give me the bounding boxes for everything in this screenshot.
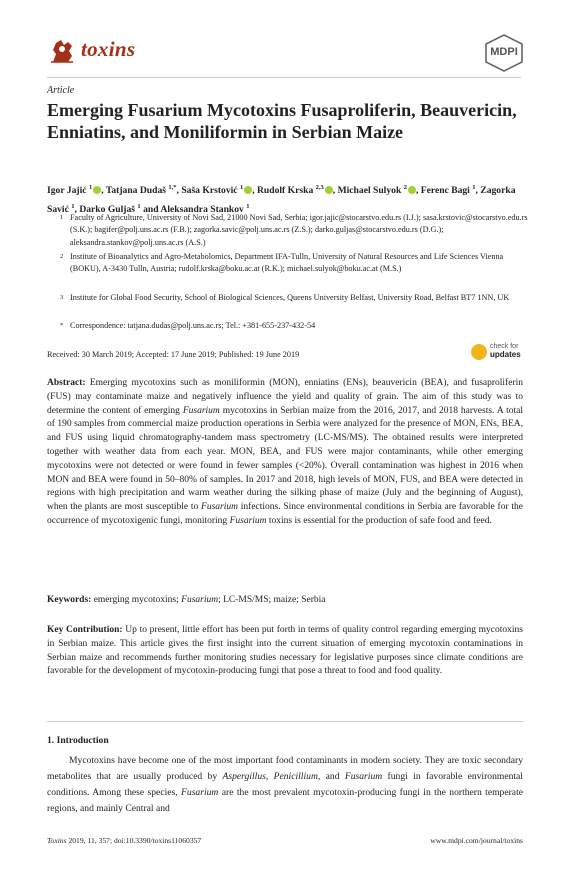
author-list: Igor Jajić $^1$ , Tatjana Dudaš $^{1,*}$, Saša Krstović $^1$ , Rudolf Krska $^{2,3}$ , Michael Sulyok $^2$ , Ferenc Bagi $^1$, Zagorka Savić $^1$, Darko Guljaš $^1$ and Aleksandra Stankov $^1$ — [47, 184, 516, 216]
affiliation-text: Institute of Bioanalytics and Agro-Metabolomics, Department IFA-Tulln, University of Natural Resources and Life Sciences Vienna (BOKU), A-3430 Tulln, Austria; rudolf.krska@boku.ac.at (R.K.); michael.sulyok@boku.ac.at (M.S.) — [70, 252, 504, 274]
toxins-logo-icon — [47, 34, 77, 66]
abstract: Abstract: Emerging mycotoxins such as moniliformin (MON), enniatins (ENs), beauvericin (BEA), and fusaproliferin (FUS) may contaminate maize and negatively influence the yield and quality of grain. The aim of this study was to determine the content of emerging Fusarium mycotoxins in Serbian maize from the 2016, 2017, and 2018 harvests. A total of 190 samples from commercial maize production operations in Serbia were analyzed for the presence of MON, ENs, BEA, and FUS using liquid chromatography-tandem mass spectrometry (LC-MS/MS). The obtained results were interpreted together with weather data from each year. MON, BEA, and FUS were major contaminants, while other emerging mycotoxins were not detected or were found in fewer samples (<20%). Overall contamination was highest in 2016 when MON and BEA were found in 50–80% of samples. In 2017 and 2018, high levels of MON, FUS, and BEA were detected in regions with high precipitation and warm weather during the silking phase of maize (July and the beginning of August), when the plants are most susceptible to Fusarium infections. Since environmental conditions in Serbia are favorable for the occurrence of mycotoxigenic fungi, monitoring Fusarium toxins is essential for the production of safe food and feed. — [47, 378, 523, 526]
author-affiliation-marker: 1 — [137, 203, 141, 211]
author-affiliation-marker: 1 — [71, 203, 75, 211]
affiliation-number: 1 — [60, 214, 64, 221]
author-affiliation-marker: 1 — [246, 203, 250, 211]
orcid-icon[interactable] — [244, 186, 252, 194]
author-name: Tatjana Dudaš — [105, 185, 166, 197]
author-affiliation-marker: 1 — [88, 184, 93, 191]
author-name: Igor Jajić — [47, 185, 87, 197]
mdpi-logo — [484, 34, 524, 72]
abstract-label: Abstract: — [47, 378, 86, 388]
author-name: Darko Guljaš — [79, 204, 136, 216]
citation-footer — [47, 836, 201, 845]
orcid-icon[interactable] — [325, 186, 333, 194]
orcid-icon[interactable] — [408, 186, 416, 194]
paper-title: Emerging Fusarium Mycotoxins Fusaproliferin, Beauvericin, Enniatins, and Moniliformin in Serbian Maize — [47, 100, 517, 142]
author-affiliation-marker: 2,3 — [315, 184, 324, 191]
affiliation-number: * — [60, 322, 64, 329]
footer-journal: Toxins — [47, 836, 67, 845]
author-affiliation-marker: 1 — [472, 184, 476, 191]
affiliation-number: 2 — [60, 253, 64, 260]
journal-name: toxins — [81, 37, 136, 61]
orcid-icon[interactable] — [93, 186, 101, 194]
check-updates-line2: updates — [490, 350, 521, 359]
author-name: Zagorka Savić — [47, 185, 516, 216]
author-name: Saša Krstović — [181, 185, 238, 197]
author — [106, 185, 177, 196]
introduction-paragraph: Mycotoxins have become one of the most important food contaminants in modern society. They are toxic secondary metabolites that are usually produced by Aspergillus, Penicillium, and Fusarium fungi in favorable environmental conditions. Among these species, Fusarium are the most prevalent mycotoxin-producing fungi in the northern temperate regions, and mainly Central and — [47, 755, 523, 814]
keywords-label: Keywords: — [47, 595, 92, 605]
author — [421, 185, 476, 196]
journal-url[interactable]: www.mdpi.com/journal/toxins — [430, 836, 523, 845]
check-updates-icon — [471, 344, 487, 360]
footer-citation: 2019, 11, 357; doi:10.3390/toxins11060357 — [66, 836, 202, 845]
key-contribution: Key Contribution: Up to present, little effort has been put forth in terms of quality control regarding emerging mycotoxins in Serbian maize. This article gives the first insight into the current situation of emerging mycotoxin contaminations in Serbian maize and recommends further monitoring studies necessary for legislative purposes since climate conditions are favorable for the development of mycotoxin-producing fungi that pose a threat to food and food quality. — [47, 625, 523, 677]
author — [338, 185, 416, 196]
author-name: Ferenc Bagi — [420, 185, 470, 197]
affiliation-number: 3 — [60, 294, 64, 301]
author-affiliation-marker: 2 — [403, 184, 407, 191]
section-divider — [47, 721, 523, 722]
publication-dates: Received: 30 March 2019; Accepted: 17 June 2019; Published: 19 June 2019 — [47, 350, 300, 359]
check-updates-line1: check for — [490, 343, 519, 350]
correspondence-text: Correspondence: tatjana.dudas@polj.uns.ac.rs; Tel.: +381-655-237-432-54 — [70, 321, 316, 330]
publisher-name: MDPI — [490, 46, 518, 58]
author — [47, 185, 101, 196]
author-affiliation-marker: 1,* — [168, 184, 177, 191]
author — [181, 185, 252, 196]
header-divider — [47, 77, 521, 78]
author-name: Michael Sulyok — [337, 185, 402, 197]
affiliation-text: Faculty of Agriculture, University of Novi Sad, 21000 Novi Sad, Serbia; igor.jajic@stocarstvo.edu.rs (I.J.); sasa.krstovic@stocarstvo.edu.rs (S.K.); bagifer@polj.uns.ac.rs (F.B.); zagorka.savic@polj.uns.ac.rs (Z.S.); darko.guljas@stocarstvo.edu.rs (D.G.); aleksandra.stankov@polj.uns.ac.rs (A.S.) — [70, 213, 528, 247]
author-name: Aleksandra Stankov — [160, 204, 244, 216]
check-for-updates-badge[interactable] — [471, 342, 523, 366]
section-heading: 1. Introduction — [47, 735, 109, 746]
author-affiliation-marker: 1 — [239, 184, 244, 191]
author-name: Rudolf Krska — [257, 185, 314, 197]
affiliation-text: Institute for Global Food Security, School of Biological Sciences, Queens University Belfast, University Road, Belfast BT7 1NN, UK — [70, 293, 510, 302]
article-type: Article — [47, 85, 75, 96]
keywords: Keywords: emerging mycotoxins; Fusarium; LC-MS/MS; maize; Serbia — [47, 595, 326, 605]
author — [257, 185, 333, 196]
key-contribution-label: Key Contribution: — [47, 625, 123, 635]
